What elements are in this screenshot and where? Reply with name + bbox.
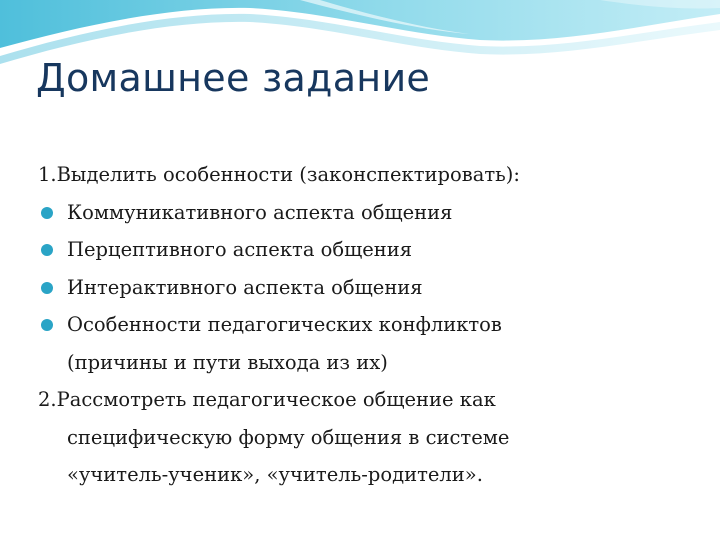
task-2-line-2: специфическую форму общения в системе [67, 425, 510, 449]
bullet-dot-icon [41, 207, 53, 219]
bullet-item-4-text: Особенности педагогических конфликтов [67, 313, 502, 336]
bullet-item-4 [38, 306, 688, 344]
task-2-line-1: 2.Рассмотреть педагогическое общение как [38, 388, 496, 411]
bullet-item-3 [38, 269, 688, 307]
bullet-dot-icon [41, 282, 53, 294]
bullet-item-3-text: Интерактивного аспекта общения [67, 275, 423, 299]
bullet-dot-icon [41, 319, 53, 331]
slide-title: Домашнее задание [36, 56, 431, 100]
slide-body [38, 156, 688, 494]
bullet-item-1-text: Коммуникативного аспекта общения [67, 200, 453, 224]
bullet-dot-icon [41, 244, 53, 256]
bullet-item-2 [38, 231, 688, 269]
task-2-line-3: «учитель-ученик», «учитель-родители». [67, 463, 483, 486]
bullet-item-4-continuation: (причины и пути выхода из их) [67, 350, 388, 374]
bullet-item-2-text: Перцептивного аспекта общения [67, 238, 413, 261]
task-1: 1.Выделить особенности (законспектировать): [38, 163, 520, 186]
bullet-item-1 [38, 194, 688, 232]
